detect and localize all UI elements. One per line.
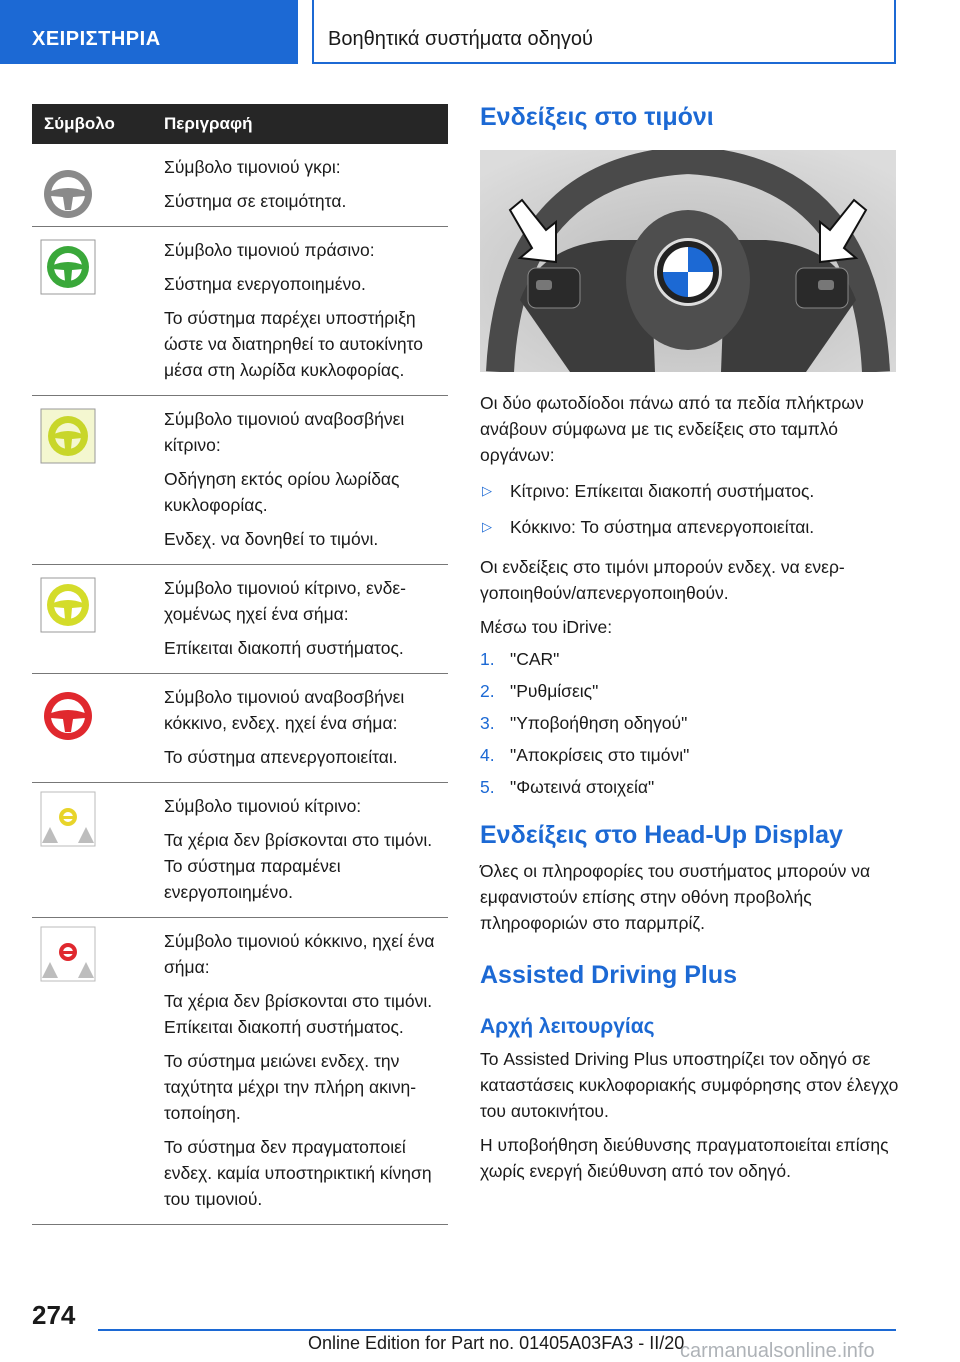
table-row (32, 565, 448, 674)
row-text: Σύμβολο τιμονιού κίτρινο, ενδεχομένως ηχεί ένα σήμα: (164, 578, 406, 624)
list-item (480, 710, 900, 736)
table-row (32, 396, 448, 565)
paragraph-adp-2: Η υποβοήθηση διεύθυνσης πραγματοποιείται επίσης χωρίς ενεργή διεύθυνση από τον οδηγό. (480, 1135, 889, 1181)
row-text: Οδήγηση εκτός ορίου λωρίδας κυκλοφορίας. (164, 469, 400, 515)
step-number: 4. (480, 745, 495, 765)
row-text: Ενδεχ. να δονηθεί το τιμόνι. (164, 529, 379, 549)
steering-wheel-photo (480, 150, 896, 372)
bullet-text: Κόκκινο: Το σύστημα απενεργοποιείται. (510, 517, 815, 537)
steering-wheel-green-icon (40, 239, 96, 295)
row-text: Το σύστημα δεν πραγματοποιεί ενδεχ. καμία υποστηρικτική κίνηση του τιμονιού. (164, 1137, 432, 1209)
column-header-symbol: Σύμβολο (44, 114, 115, 133)
heading-principle: Αρχή λειτουργίας (480, 1015, 655, 1038)
row-text: Σύστημα ενεργοποιημένο. (164, 274, 366, 294)
list-item (480, 646, 900, 672)
triangle-bullet-icon: ▷ (482, 483, 492, 498)
row-text: Το σύστημα μειώνει ενδεχ. την ταχύτητα μέχρι την πλήρη ακινητοποίηση. (164, 1051, 417, 1123)
hands-off-red-icon (40, 926, 96, 982)
hands-off-yellow-icon (40, 791, 96, 847)
right-column (480, 100, 900, 1184)
table-row (32, 918, 448, 1225)
step-number: 1. (480, 649, 495, 669)
row-text: Σύμβολο τιμονιού γκρι: (164, 157, 341, 177)
heading-assisted-driving-plus: Assisted Driving Plus (480, 961, 738, 989)
paragraph-activate: Οι ενδείξεις στο τιμόνι μπορούν ενδεχ. να ενεργοποιηθούν/απενεργοποιηθούν. (480, 557, 845, 603)
step-text: "Αποκρίσεις στο τιμόνι" (510, 745, 690, 765)
paragraph-idrive: Μέσω του iDrive: (480, 617, 613, 637)
row-text: Τα χέρια δεν βρίσκονται στο τιμόνι. Το σύστημα παραμένει ενεργοποιημένο. (164, 830, 433, 902)
row-text: Το σύστημα παρέχει υποστήριξη ώστε να διατηρηθεί το αυτοκίνητο μέσα στη λωρίδα κυκλοφορίας. (164, 308, 423, 380)
row-text: Επίκειται διακοπή συστήματος. (164, 638, 404, 658)
row-text: Σύστημα σε ετοιμότητα. (164, 191, 347, 211)
row-text: Το σύστημα απενεργοποιείται. (164, 747, 398, 767)
table-row (32, 783, 448, 918)
chapter-title: Βοηθητικά συστήματα οδηγού (328, 28, 593, 50)
step-text: "CAR" (510, 649, 560, 669)
row-text: Σύμβολο τιμονιού κόκκινο, ηχεί ένα σήμα: (164, 931, 435, 977)
step-number: 2. (480, 681, 495, 701)
row-text: Σύμβολο τιμονιού κίτρινο: (164, 796, 362, 816)
paragraph-leds: Οι δύο φωτοδίοδοι πάνω από τα πεδία πλήκτρων ανάβουν σύμφωνα με τις ενδείξεις στο ταμπλό οργάνων: (480, 393, 864, 465)
footer-divider (98, 1329, 896, 1331)
list-item (480, 514, 900, 540)
watermark: carmanualsonline.info (680, 1340, 875, 1362)
section-title: ΧΕΙΡΙΣΤΗΡΙΑ (32, 28, 161, 50)
steering-wheel-grey-icon (40, 166, 96, 222)
steering-wheel-yellow-sound-icon (40, 577, 96, 633)
row-text: Τα χέρια δεν βρίσκονται στο τιμόνι. Επίκειται διακοπή συστήματος. (164, 991, 433, 1037)
edition-note: Online Edition for Part no. 01405A03FA3 - II/20 (308, 1333, 685, 1353)
list-item (480, 678, 900, 704)
section-tab (0, 0, 298, 64)
list-item (480, 742, 900, 768)
row-text: Σύμβολο τιμονιού αναβοσβήνει κόκκινο, ενδεχ. ηχεί ένα σήμα: (164, 687, 405, 733)
column-header-description: Περιγραφή (164, 114, 253, 133)
table-row (32, 227, 448, 396)
page-number: 274 (32, 1300, 76, 1330)
chapter-tab (312, 0, 896, 64)
triangle-bullet-icon: ▷ (482, 519, 492, 534)
heading-head-up-display: Ενδείξεις στο Head-Up Display (480, 821, 843, 849)
symbol-table (32, 104, 448, 1225)
step-number: 3. (480, 713, 495, 733)
paragraph-adp-1: Το Assisted Driving Plus υποστηρίζει τον οδηγό σε καταστάσεις κυκλοφοριακής συμφόρησης στον έλεγχο του αυτοκινήτου. (480, 1049, 899, 1121)
step-text: "Υποβοήθηση οδηγού" (510, 713, 688, 733)
list-item (480, 478, 900, 504)
paragraph-hud: Όλες οι πληροφορίες του συστήματος μπορούν να εμφανιστούν επίσης στην οθόνη προβολής πληροφοριών στο παρμπρίζ. (480, 861, 871, 933)
bullet-text: Κίτρινο: Επίκειται διακοπή συστήματος. (510, 481, 815, 501)
steering-wheel-yellow-blinking-icon (40, 408, 96, 464)
table-row (32, 144, 448, 227)
table-header (32, 104, 448, 144)
steering-wheel-red-icon (40, 688, 96, 744)
row-text: Σύμβολο τιμονιού αναβοσβήνει κίτρινο: (164, 409, 405, 455)
step-text: "Ρυθμίσεις" (510, 681, 599, 701)
table-row (32, 674, 448, 783)
step-text: "Φωτεινά στοιχεία" (510, 777, 655, 797)
list-item (480, 774, 900, 800)
step-number: 5. (480, 777, 495, 797)
heading-steering-indicators: Ενδείξεις στο τιμόνι (480, 103, 714, 131)
row-text: Σύμβολο τιμονιού πράσινο: (164, 240, 375, 260)
